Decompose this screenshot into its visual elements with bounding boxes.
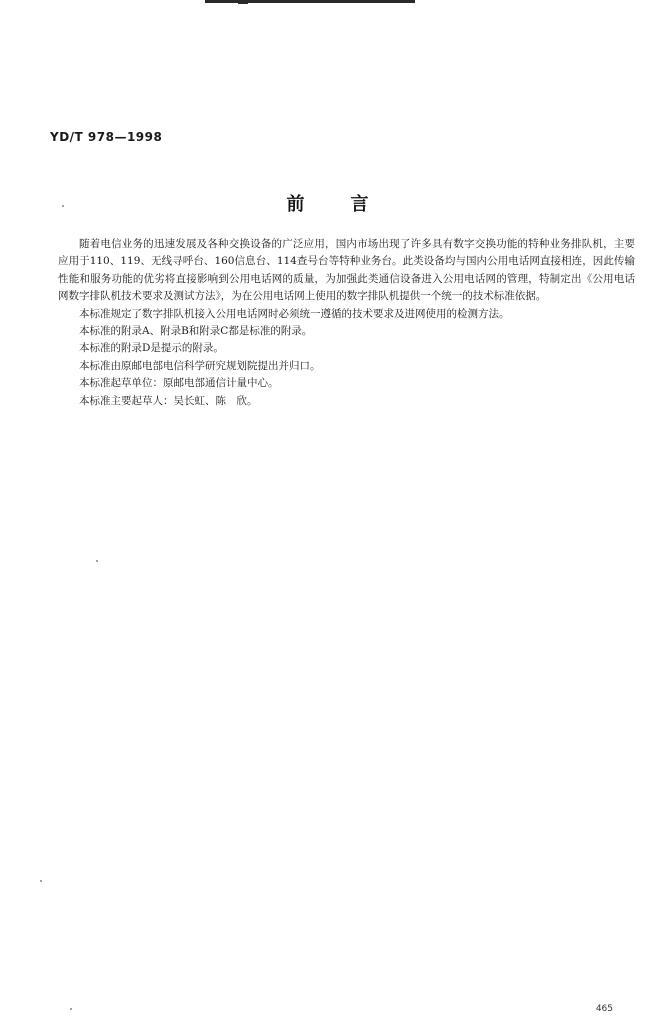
scan-speck bbox=[62, 205, 64, 207]
foreword-body bbox=[58, 236, 635, 410]
section-title: 前言 bbox=[286, 194, 415, 215]
scan-speck bbox=[96, 560, 98, 562]
top-edge-mark bbox=[238, 0, 248, 4]
paragraph-drafters: 本标准主要起草人：吴长虹、陈 欣。 bbox=[79, 394, 258, 407]
page-number: 465 bbox=[595, 1004, 613, 1014]
scan-speck bbox=[40, 880, 42, 882]
scan-speck bbox=[70, 1008, 72, 1010]
paragraph-intro: 随着电信业务的迅速发展及各种交换设备的广泛应用，国内市场出现了许多具有数字交换功能的特种业务排队机，主要应用于110、119、无线寻呼台、160信息台、114查号台等特种业务台。此类设备均与国内公用电话网直接相连，因此传输性能和服务功能的优劣将直接影响到公用电话网的质量，为加强此类通信设备进入公用电话网的管理，特制定出《公用电话网数字排队机技术要求及测试方法》，为在公用电话网上使用的数字排队机提供一个统一的技术标准依据。 bbox=[58, 238, 635, 303]
paragraph-scope: 本标准规定了数字排队机接入公用电话网时必须统一遵循的技术要求及进网使用的检测方法。 bbox=[79, 307, 510, 320]
paragraph-informative-annex: 本标准的附录D是提示的附录。 bbox=[79, 342, 224, 355]
paragraph-drafting-unit: 本标准起草单位：原邮电部通信计量中心。 bbox=[79, 377, 279, 390]
top-edge-rule bbox=[205, 0, 415, 3]
paragraph-normative-annexes: 本标准的附录A、附录B和附录C都是标准的附录。 bbox=[79, 325, 313, 338]
standard-code: YD/T 978—1998 bbox=[50, 130, 163, 144]
paragraph-proposer: 本标准由原邮电部电信科学研究规划院提出并归口。 bbox=[79, 359, 321, 372]
